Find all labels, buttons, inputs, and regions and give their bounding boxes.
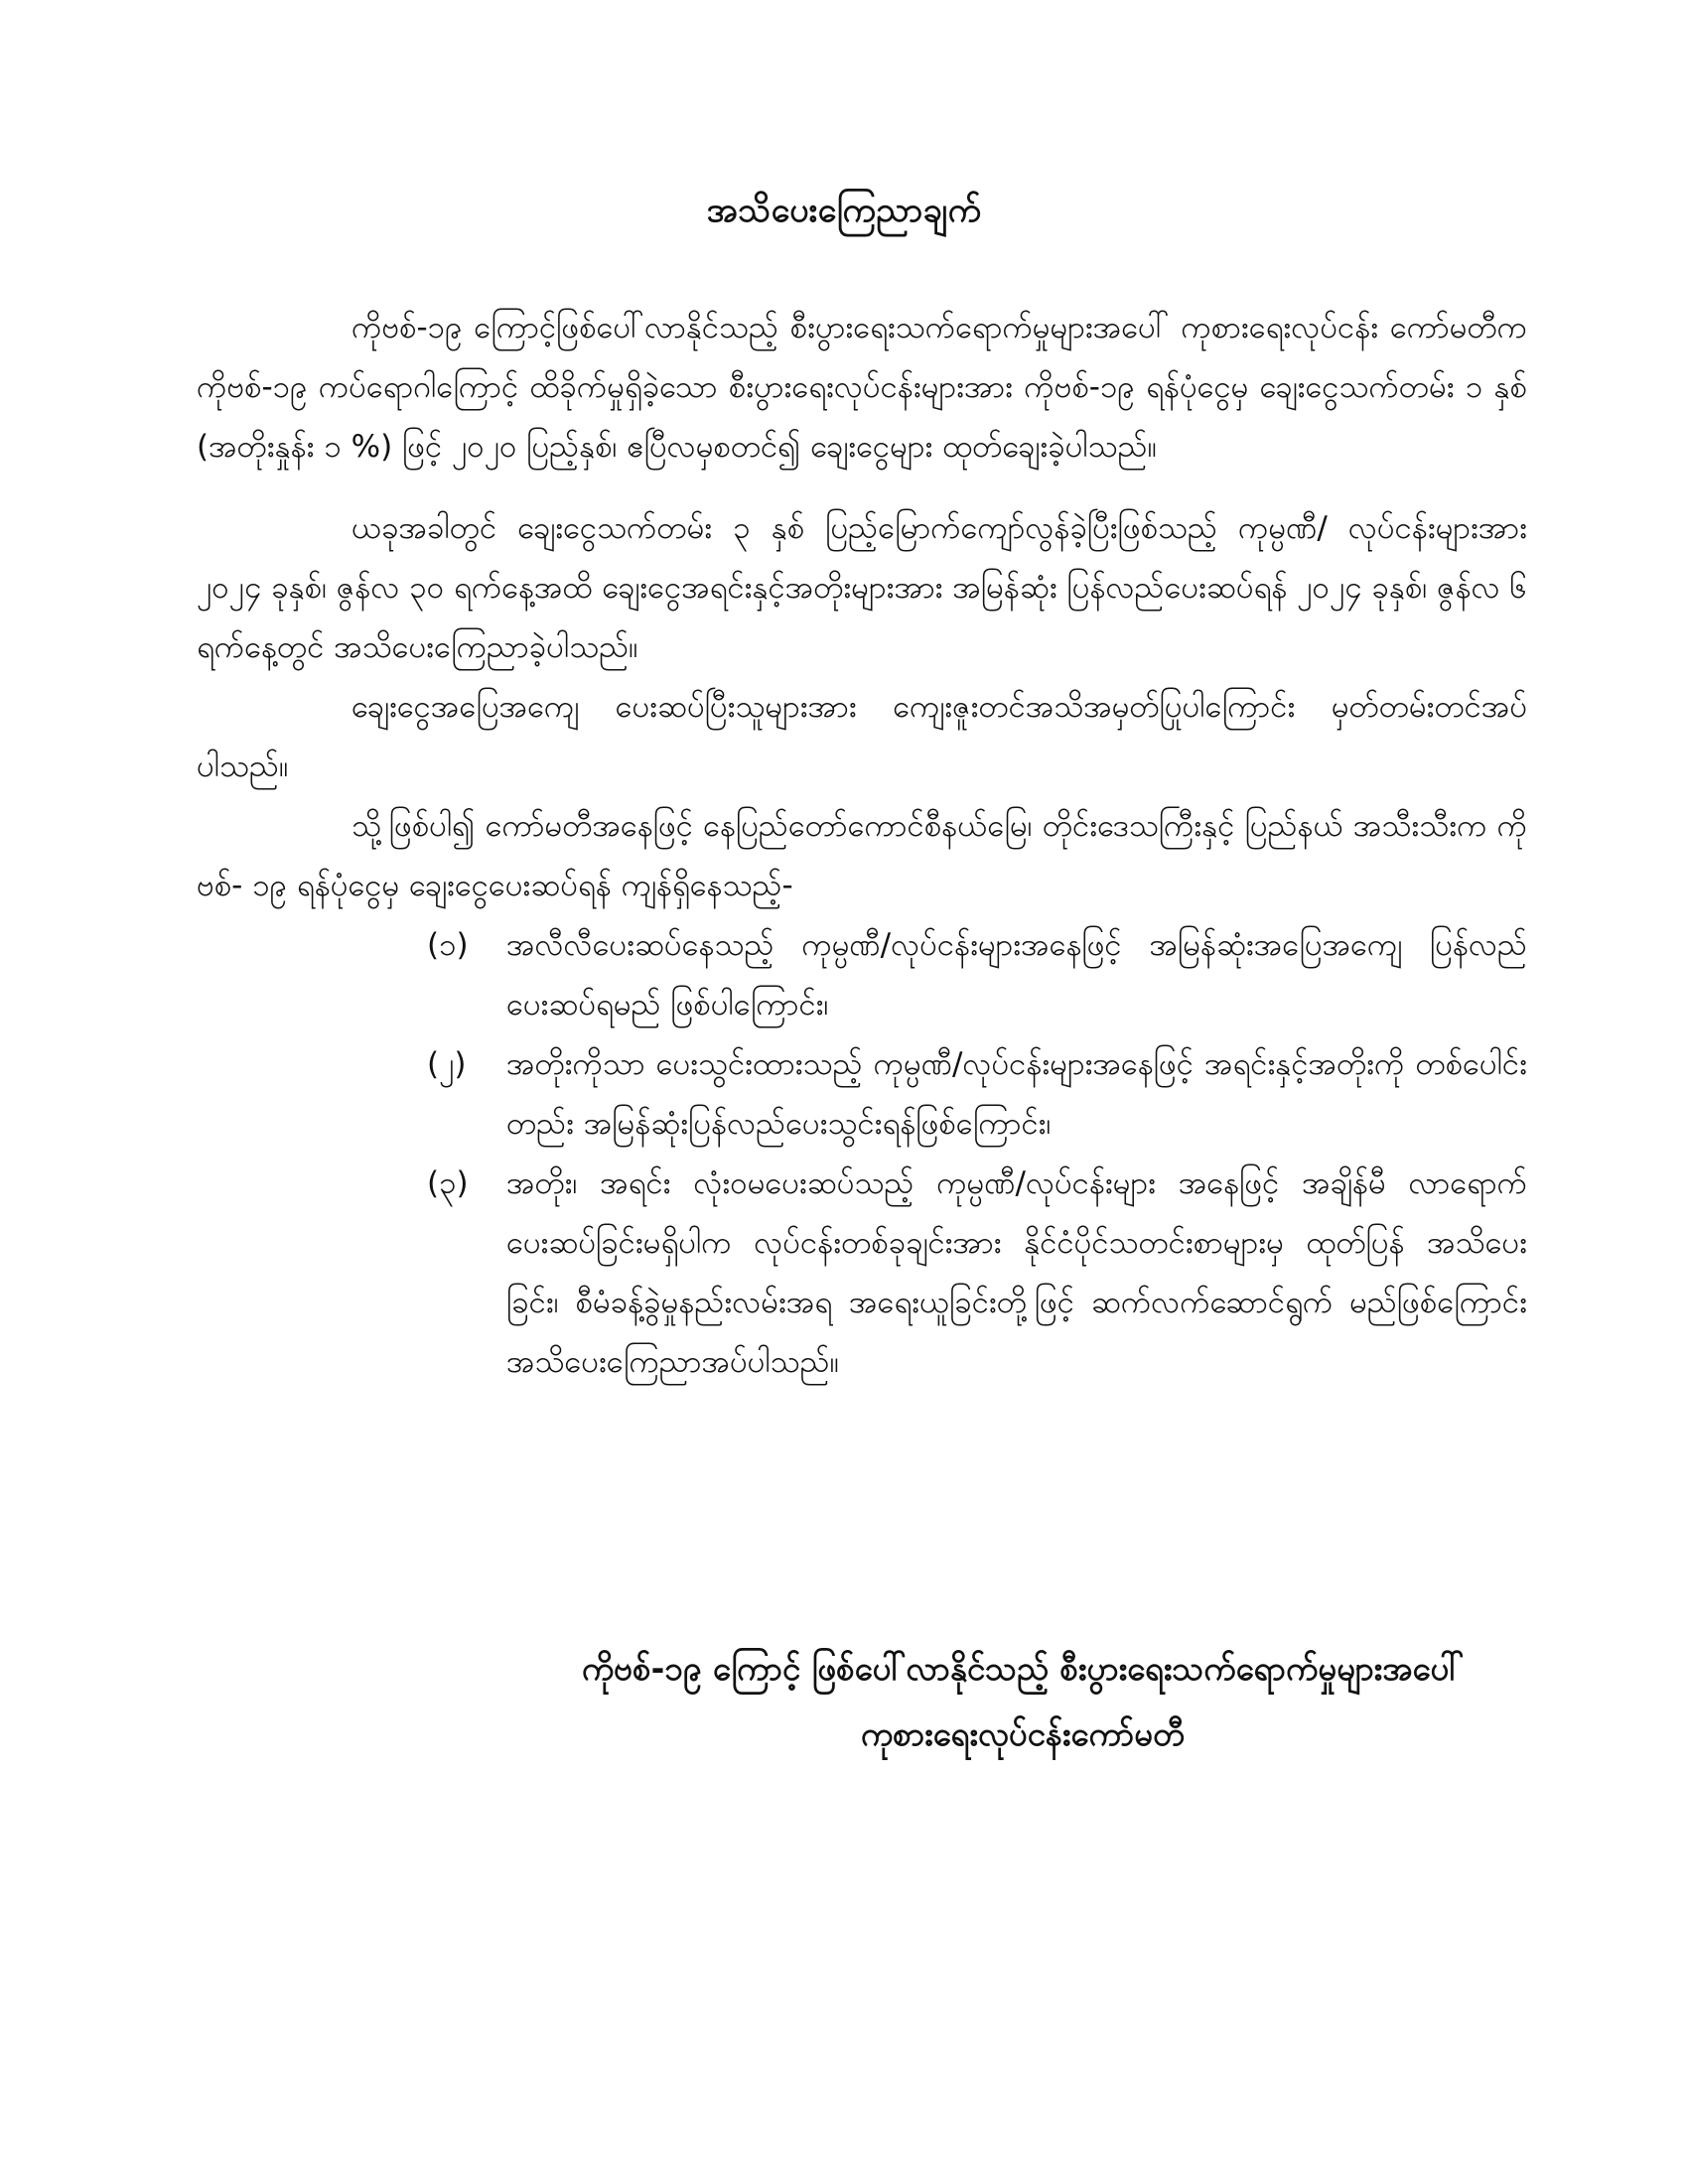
list-item-text: အတိုး၊ အရင်း လုံးဝမပေးဆပ်သည့် ကုမ္ပဏီ/လုပ်ငန်းများ အနေဖြင့် အချိန်မီ လာရောက် ပေးဆပ်ခြင်းမရှိပါက လုပ်ငန်းတစ်ခုချင်းအား နိုင်ငံပိုင်သတင်းစာများမှ ထုတ်ပြန် အသိပေးခြင်း၊ စီမံခန့်ခွဲမှုနည်းလမ်းအရ အရေးယူခြင်းတို့ဖြင့် ဆက်လက်ဆောင်ရွက် မည်ဖြစ်ကြောင်း အသိပေးကြေညာအပ်ပါသည်။ bbox=[506, 1165, 1527, 1380]
paragraph-4: သို့ဖြစ်ပါ၍ ကော်မတီအနေဖြင့် နေပြည်တော်ကောင်စီနယ်မြေ၊ တိုင်းဒေသကြီးနှင့် ပြည်နယ် အသီးသီးက ကိုဗစ်- ၁၉ ရန်ပုံငွေမှ ချေးငွေပေးဆပ်ရန် ကျန်ရှိနေသည့်- bbox=[197, 808, 1527, 903]
list-item bbox=[427, 1034, 1527, 1154]
list-item bbox=[427, 915, 1527, 1034]
paragraph-2: ယခုအခါတွင် ချေးငွေသက်တမ်း ၃ နှစ် ပြည့်မြောက်ကျော်လွန်ခဲ့ပြီးဖြစ်သည့် ကုမ္ပဏီ/ လုပ်ငန်းများအား ၂၀၂၄ ခုနှစ်၊ ဇွန်လ ၃၀ ရက်နေ့အထိ ချေးငွေအရင်းနှင့်အတိုးများအား အမြန်ဆုံး ပြန်လည်ပေးဆပ်ရန် ၂၀၂၄ ခုနှစ်၊ ဇွန်လ ၆ ရက်နေ့တွင် အသိပေးကြေညာခဲ့ပါသည်။ bbox=[197, 510, 1527, 665]
signature-block bbox=[477, 1636, 1569, 1767]
paragraph-3: ချေးငွေအပြေအကျေ ပေးဆပ်ပြီးသူများအား ကျေးဇူးတင်အသိအမှတ်ပြုပါကြောင်း မှတ်တမ်းတင်အပ်ပါသည်။ bbox=[197, 689, 1527, 784]
list-item-number: (၂) bbox=[427, 1046, 467, 1082]
list-item-text: အတိုးကိုသာ ပေးသွင်းထားသည့် ကုမ္ပဏီ/လုပ်ငန်းများအနေဖြင့် အရင်းနှင့်အတိုးကို တစ်ပေါင်းတည်း အမြန်ဆုံးပြန်လည်ပေးသွင်းရန်ဖြစ်ကြောင်း၊ bbox=[506, 1046, 1527, 1142]
document-title: အသိပေးကြေညာချက် bbox=[706, 191, 982, 230]
signature-line-2: ကုစားရေးလုပ်ငန်းကော်မတီ bbox=[860, 1714, 1186, 1753]
list-item bbox=[427, 1154, 1527, 1392]
list-item-number: (၃) bbox=[427, 1165, 469, 1201]
list-item-number: (၁) bbox=[427, 927, 469, 963]
paragraph-1: ကိုဗစ်-၁၉ ကြောင့်ဖြစ်ပေါ်လာနိုင်သည့် စီးပွားရေးသက်ရောက်မှုများအပေါ် ကုစားရေးလုပ်ငန်း ကော်မတီက ကိုဗစ်-၁၉ ကပ်ရောဂါကြောင့် ထိခိုက်မှုရှိခဲ့သော စီးပွားရေးလုပ်ငန်းများအား ကိုဗစ်-၁၉ ရန်ပုံငွေမှ ချေးငွေသက်တမ်း ၁ နှစ် (အတိုးနှုန်း ၁ %) ဖြင့် ၂၀၂၀ ပြည့်နှစ်၊ ဧပြီလမှစတင်၍ ချေးငွေများ ထုတ်ချေးခဲ့ပါသည်။ bbox=[197, 310, 1527, 465]
document-body bbox=[197, 298, 1527, 1392]
list-item-text: အလီလီပေးဆပ်နေသည့် ကုမ္ပဏီ/လုပ်ငန်းများအနေဖြင့် အမြန်ဆုံးအပြေအကျေ ပြန်လည်ပေးဆပ်ရမည် ဖြစ်ပါကြောင်း၊ bbox=[506, 927, 1527, 1023]
numbered-list bbox=[197, 915, 1527, 1392]
signature-line-1: ကိုဗစ်-၁၉ ကြောင့် ဖြစ်ပေါ်လာနိုင်သည့် စီးပွားရေးသက်ရောက်မှုများအပေါ် bbox=[581, 1649, 1465, 1688]
